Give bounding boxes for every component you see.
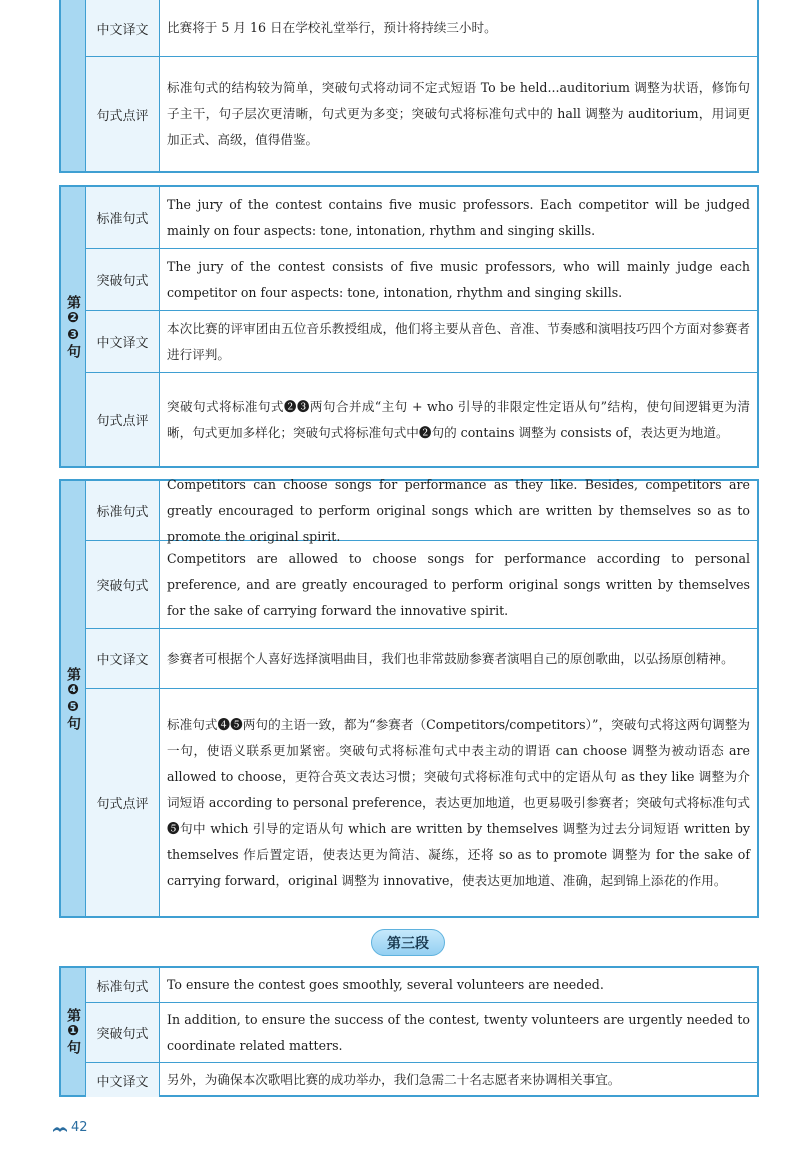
row-label: 句式点评: [86, 373, 160, 466]
row-label: 中文译文: [86, 0, 160, 56]
table-row: [86, 1003, 757, 1063]
table-row: [86, 249, 757, 311]
page-number-text: 42: [71, 1120, 88, 1135]
page-number: [52, 1120, 88, 1135]
table-row: [86, 541, 757, 629]
row-label: 标准句式: [86, 968, 160, 1002]
sentence-index-label: 第❹❺句: [65, 666, 81, 731]
row-text: To ensure the contest goes smoothly, several volunteers are needed.: [167, 977, 604, 992]
table-block-sentences-4-5: [59, 476, 759, 918]
row-label: 突破句式: [86, 541, 160, 628]
row-text: Competitors can choose songs for performance as they like. Besides, competitors are greatly encouraged to perform original songs which are written by themselves so as to promote the original spirit.: [167, 476, 750, 544]
table-block-sentence-1: [59, 966, 759, 1097]
table-row: [86, 311, 757, 373]
table-block-sentence-1-cont: [59, 0, 759, 173]
row-text: The jury of the contest consists of five music professors, who will mainly judge each competitor on four aspects: tone, intonation, rhythm and singing skills.: [167, 258, 750, 300]
row-text: 本次比赛的评审团由五位音乐教授组成，他们将主要从音色、音准、节奏感和演唱技巧四个方面对参赛者进行评判。: [167, 320, 750, 362]
row-text: 标准句式❹❺两句的主语一致，都为“参赛者（Competitors/competitors）”，突破句式将这两句调整为一句，使语义联系更加紧密。突破句式将标准句式中表主动的谓语 can choose 调整为被动语态 are allowed to choose，更符合英文表达习惯；突破句式将标准句式中的定语从句 as they like 调整为介词短语 according to personal preference，表达更加地道，也更易吸引参赛者；突破句式将标准句式❺句中 which 引导的定语从句 which are written by themselves 调整为过去分词短语 written by themselves 作后置定语，使表达更为简洁、凝练，还将 so as to promote 调整为 for the sake of carrying forward，original 调整为 innovative，使表达更加地道、准确，起到锦上添花的作用。: [167, 716, 750, 888]
row-text: 另外，为确保本次歌唱比赛的成功举办，我们急需二十名志愿者来协调相关事宜。: [167, 1072, 621, 1087]
sentence-index-label: 第❶句: [65, 1008, 81, 1055]
side-label-column: [61, 481, 86, 916]
row-label: 中文译文: [86, 629, 160, 688]
row-label: 标准句式: [86, 187, 160, 248]
row-text: The jury of the contest contains five music professors. Each competitor will be judged mainly on four aspects: tone, intonation, rhythm and singing skills.: [167, 196, 750, 238]
row-label: 突破句式: [86, 1003, 160, 1062]
row-text: 标准句式的结构较为简单，突破句式将动词不定式短语 To be held...auditorium 调整为状语，修饰句子主干，句子层次更清晰，句式更为多变；突破句式将标准句式中的 hall 调整为 auditorium，用词更加正式、高级，值得借鉴。: [167, 80, 750, 147]
table-row: [86, 187, 757, 249]
row-label: 中文译文: [86, 311, 160, 372]
row-label: 中文译文: [86, 1063, 160, 1097]
table-block-sentences-2-3: [59, 185, 759, 468]
sentence-index-label: 第❷❸句: [65, 294, 81, 359]
table-row: [86, 476, 757, 544]
table-row: [86, 57, 757, 171]
table-row: [86, 373, 757, 466]
side-label-column: [61, 0, 86, 171]
row-label: 句式点评: [86, 689, 160, 916]
table-row: [86, 968, 757, 1003]
table-row: [86, 689, 757, 916]
row-text: In addition, to ensure the success of the contest, twenty volunteers are urgently needed to coordinate related matters.: [167, 1011, 750, 1053]
row-text: Competitors are allowed to choose songs for performance according to personal preference, and are greatly encouraged to perform original songs written by themselves for the sake of carrying forward the innovative spirit.: [167, 550, 750, 618]
row-text: 参赛者可根据个人喜好选择演唱曲目，我们也非常鼓励参赛者演唱自己的原创歌曲，以弘扬原创精神。: [167, 650, 734, 666]
row-label: 突破句式: [86, 249, 160, 310]
row-label: 句式点评: [86, 57, 160, 171]
row-label: 标准句式: [86, 481, 160, 540]
side-label-column: [61, 187, 86, 466]
table-row: [86, 629, 757, 689]
book-icon: [52, 1122, 68, 1133]
row-text: 比赛将于 5 月 16 日在学校礼堂举行，预计将持续三小时。: [167, 20, 497, 35]
table-row: [86, 1063, 757, 1097]
section-title-badge: 第三段: [371, 929, 445, 956]
table-row: [86, 0, 757, 57]
row-text: 突破句式将标准句式❷❸两句合并成“主句 + who 引导的非限定性定语从句”结构，使句间逻辑更为清晰，句式更加多样化；突破句式将标准句式中❷句的 contains 调整为 consists of，表达更为地道。: [167, 398, 750, 440]
side-label-column: [61, 968, 86, 1095]
